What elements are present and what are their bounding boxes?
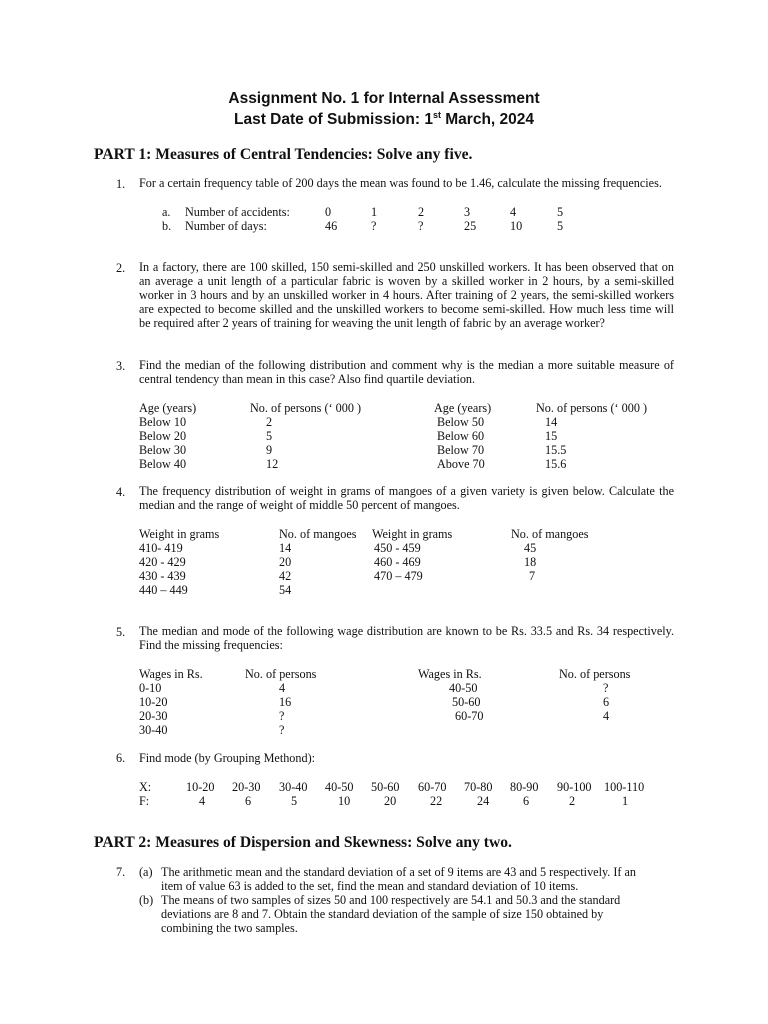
q1-cell: 4 [510,205,517,219]
q1-cell: 2 [418,205,425,219]
q3-cell: Below 40 [139,457,187,471]
q3-header: No. of persons (‘ 000 ) [536,401,648,415]
q1-row-a-letter: a. [162,205,171,219]
q5-cell: ? [603,681,609,695]
q4-cell: 54 [279,583,292,597]
q5-cell: 0-10 [139,681,162,695]
q5-cell: 16 [279,695,292,709]
q3-cell: 15.6 [545,457,567,471]
q6-x-label: X: [139,780,152,794]
q3-cell: Below 70 [437,443,485,457]
q3-cell: Above 70 [437,457,485,471]
q6-x-value: 20-30 [232,780,261,794]
q3-header: No. of persons (‘ 000 ) [250,401,362,415]
q4-text: The frequency distribution of weight in grams of mangoes of a given variety is given below. Calculate the median and the range of weight of middle 50 percent of mangoes. [139,484,674,512]
q5-cell: 40-50 [449,681,478,695]
q6-f-value: 1 [622,794,629,808]
q3-text: Find the median of the following distribution and comment why is the median a more suitable measure of central tendency than mean in this case? Also find quartile deviation. [139,358,674,386]
q5-cell: ? [279,723,285,737]
q6-x-value: 70-80 [464,780,493,794]
q3-cell: Below 20 [139,429,187,443]
q4-cell: 460 - 469 [374,555,421,569]
q4-cell: 14 [279,541,292,555]
q6-x-value: 10-20 [186,780,215,794]
q7a-line: item of value 63 is added to the set, find the mean and standard deviation of 10 items. [161,879,579,893]
q3-header: Age (years) [434,401,492,415]
q6-x-value: 100-110 [604,780,645,794]
q5-cell: ? [279,709,285,723]
q1-cell: 10 [510,219,523,233]
q4-header: Weight in grams [372,527,453,541]
q1-row-a-label: Number of accidents: [185,205,290,219]
q7b-line: deviations are 8 and 7. Obtain the standard deviation of the sample of size 150 obtained by [161,907,604,921]
q1-cell: 0 [325,205,332,219]
q1-cell: 3 [464,205,471,219]
q5-cell: 4 [603,709,610,723]
q4-header: No. of mangoes [511,527,589,541]
q4-cell: 410- 419 [139,541,183,555]
q7-number: 7. [116,865,126,879]
q3-cell: 12 [266,457,279,471]
q6-x-value: 90-100 [557,780,592,794]
q3-cell: 9 [266,443,273,457]
q4-cell: 450 - 459 [374,541,421,555]
q6-x-value: 40-50 [325,780,354,794]
q6-x-value: 60-70 [418,780,447,794]
q5-header: Wages in Rs. [418,667,482,681]
q4-cell: 20 [279,555,292,569]
q4-header: Weight in grams [139,527,220,541]
q6-f-value: 6 [523,794,530,808]
q6-x-value: 30-40 [279,780,308,794]
q7b-line: The means of two samples of sizes 50 and 100 respectively are 54.1 and 50.3 and the standard [161,893,621,907]
q4-cell: 42 [279,569,292,583]
q1-text: For a certain frequency table of 200 days the mean was found to be 1.46, calculate the missing frequencies. [139,176,662,190]
q3-number: 3. [116,359,126,373]
q1-cell: 46 [325,219,338,233]
part1-title: PART 1: Measures of Central Tendencies: Solve any five. [94,146,473,163]
q1-cell: 1 [371,205,378,219]
q7b-line: combining the two samples. [161,921,298,935]
part2-title: PART 2: Measures of Dispersion and Skewness: Solve any two. [94,834,512,851]
q6-f-label: F: [139,794,150,808]
q5-text: The median and mode of the following wage distribution are known to be Rs. 33.5 and Rs. 34 respectively. Find the missing frequencies: [139,624,674,652]
q3-cell: 5 [266,429,273,443]
q7b-label: (b) [139,893,154,907]
q6-number: 6. [116,751,126,765]
q7a-label: (a) [139,865,153,879]
q4-cell: 470 – 479 [374,569,423,583]
q4-cell: 7 [529,569,536,583]
q4-cell: 420 - 429 [139,555,186,569]
q3-cell: Below 60 [437,429,485,443]
q2-text: In a factory, there are 100 skilled, 150 semi-skilled and 250 unskilled workers. It has been observed that on an average a unit length of a particular fabric is woven by a skilled worker in 2 hours, by a semi-skilled worker in 3 hours and by an unskilled worker in 4 hours. After training of 2 years, the semi-skilled workers are expected to become skilled and the unskilled workers to become semi-skilled. How much less time will be required after 2 years of training for weaving the unit length of fabric by an average worker? [139,260,674,330]
q3-cell: 2 [266,415,273,429]
q3-cell: 15 [545,429,558,443]
q5-cell: 60-70 [455,709,484,723]
q5-cell: 20-30 [139,709,168,723]
q4-cell: 440 – 449 [139,583,188,597]
q5-header: No. of persons [245,667,317,681]
q6-f-value: 20 [384,794,397,808]
q1-row-b-letter: b. [162,219,172,233]
q6-f-value: 6 [245,794,252,808]
q4-cell: 45 [524,541,537,555]
q6-text: Find mode (by Grouping Methond): [139,751,316,765]
q5-header: No. of persons [559,667,631,681]
q1-cell: ? [418,219,424,233]
q1-cell: 5 [557,205,564,219]
q5-cell: 30-40 [139,723,168,737]
q5-number: 5. [116,625,126,639]
q1-cell: ? [371,219,377,233]
q3-cell: Below 50 [437,415,485,429]
q1-cell: 5 [557,219,564,233]
q3-cell: Below 10 [139,415,187,429]
q6-f-value: 2 [569,794,576,808]
q4-header: No. of mangoes [279,527,357,541]
q6-x-value: 80-90 [510,780,539,794]
q3-cell: 14 [545,415,558,429]
q5-cell: 4 [279,681,286,695]
q6-f-value: 10 [338,794,351,808]
q5-cell: 50-60 [452,695,481,709]
q5-cell: 6 [603,695,610,709]
q5-cell: 10-20 [139,695,168,709]
q3-cell: 15.5 [545,443,567,457]
submission-date [0,110,768,129]
q1-row-b-label: Number of days: [185,219,267,233]
q1-number: 1. [116,177,126,191]
q2-number: 2. [116,261,126,275]
q6-f-value: 24 [477,794,490,808]
q7a-line: The arithmetic mean and the standard deviation of a set of 9 items are 43 and 5 respectively. If an [161,865,637,879]
q4-cell: 18 [524,555,537,569]
q6-f-value: 22 [430,794,443,808]
q3-header: Age (years) [139,401,197,415]
q1-cell: 25 [464,219,477,233]
q4-number: 4. [116,485,126,499]
q6-x-value: 50-60 [371,780,400,794]
q3-cell: Below 30 [139,443,187,457]
q4-cell: 430 - 439 [139,569,186,583]
submission-date-rest: March, 2024 [440,111,535,129]
assignment-title: Assignment No. 1 for Internal Assessment [228,90,540,107]
submission-date-sup: st [432,110,441,120]
q6-f-value: 4 [199,794,206,808]
q6-f-value: 5 [291,794,298,808]
q5-header: Wages in Rs. [139,667,203,681]
submission-date-text: Last Date of Submission: 1 [233,111,433,129]
